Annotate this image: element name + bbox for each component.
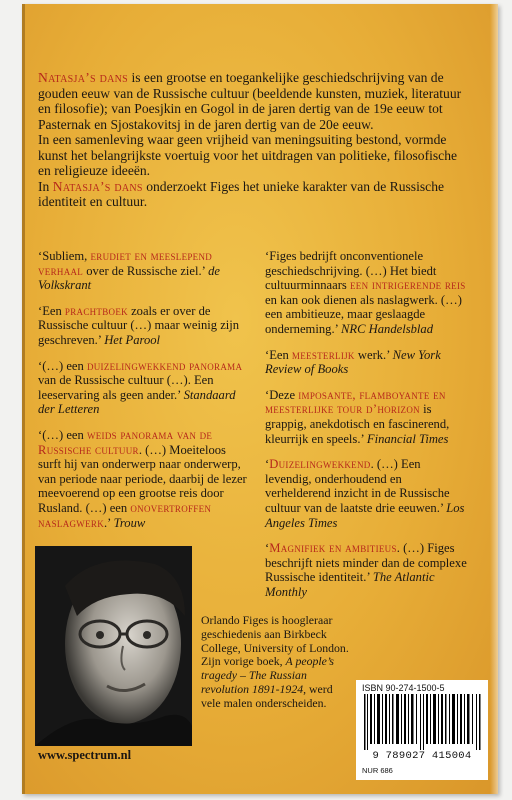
intro-paragraph-2: In een samenleving waar geen vrijheid van meningsuiting bestond, vormde kunst het belangrijkste voertuig voor het uitdragen van politieke, filosofische en religieuze ideeën. [38, 132, 458, 178]
barcode [356, 680, 488, 780]
bio-text: Orlando Figes is hoogleraar geschiedenis aan Birkbeck College, University of London. Zijn vorige boek, [201, 613, 349, 669]
quote-ft: ‘Deze imposante, flamboyante en meesterlijke tour d’horizon is grappig, anekdotisch en fascinerend, kleurrijk en speels.’ Financial Times [265, 387, 450, 446]
quote-nyrb: ‘Een meesterlijk werk.’ New York Review of Books [265, 347, 441, 377]
bio-text-end: , werd vele malen onderscheiden. [201, 681, 333, 710]
quote-nrc: ‘Figes bedrijft onconventionele geschiedschrijving. (…) Het biedt cultuurminnaars een intrigerende reis en kan ook dienen als naslagwerk. (…) een ambitieuze, maar geslaagde onderneming.’ NRC Handelsblad [265, 249, 466, 336]
author-photo [35, 546, 192, 746]
left-quotes [38, 249, 250, 541]
right-quotes [265, 249, 470, 610]
back-cover [22, 4, 498, 794]
publisher-website[interactable]: www.spectrum.nl [38, 748, 132, 762]
ean-number: 9 789027 415004 [372, 750, 472, 762]
book-title: Natasja’s dans [38, 70, 129, 85]
intro-text-1: is een grootse en toegankelijke geschiedschrijving van de gouden eeuw van de Russische cultuur (beeldende kunsten, muziek, literatuur en filosofie); van Poesjkin en Gogol in de jaren dertig van de 19e eeuw tot Pasternak en Sjostakovitsj in de jaren dertig van de 20e eeuw. [38, 70, 462, 132]
intro-paragraph-1 [38, 70, 470, 132]
quote-trouw: ‘(…) een weids panorama van de Russische cultuur. (…) Moeiteloos surft hij van onderwerp naar onderwerp, van periode naar periode, daarbij de lezer meevoerend op een grootse reis door Rusland. (…) een onovertroffen naslagwerk.’ Trouw [38, 427, 247, 530]
quote-lat: ‘Duizelingwekkend. (…) Een levendig, onderhoudend en verhelderend inzicht in de Russische cultuur van de laatste drie eeuwen.’ Los Angeles Times [265, 457, 465, 530]
quote-parool: ‘Een prachtboek zoals er over de Russische cultuur (…) maar weinig zijn geschreven.’ Het Parool [38, 303, 240, 347]
author-bio [201, 614, 351, 711]
previous-book-title: A people’s tragedy – The Russian revolution 1891-1924 [201, 654, 334, 696]
quote-standaard: ‘(…) een duizelingwekkend panorama van de Russische cultuur (…). Een leeservaring als geen ander.’ Standaard der Letteren [38, 358, 243, 417]
quote-volkskrant: ‘Subliem, erudiet en meeslepend verhaal over de Russische ziel.’ de Volkskrant [38, 249, 220, 293]
nur-code: NUR 686 [362, 766, 393, 775]
intro-text [38, 70, 470, 210]
spine-edge [22, 4, 25, 794]
author-portrait-icon [35, 546, 192, 746]
intro-text-3a: In [38, 178, 53, 194]
intro-text-3b: onderzoekt Figes het unieke karakter van de Russische identiteit en cultuur. [38, 178, 445, 209]
book-title-2: Natasja’s dans [52, 178, 143, 194]
intro-paragraph-3 [38, 179, 470, 210]
isbn-label: ISBN 90-274-1500-5 [362, 683, 445, 693]
quote-atlantic: ‘Magnifiek en ambitieus. (…) Figes beschrijft niets minder dan de complexe Russische identiteit.’ The Atlantic Monthly [265, 541, 467, 599]
barcode-icon [362, 694, 482, 750]
